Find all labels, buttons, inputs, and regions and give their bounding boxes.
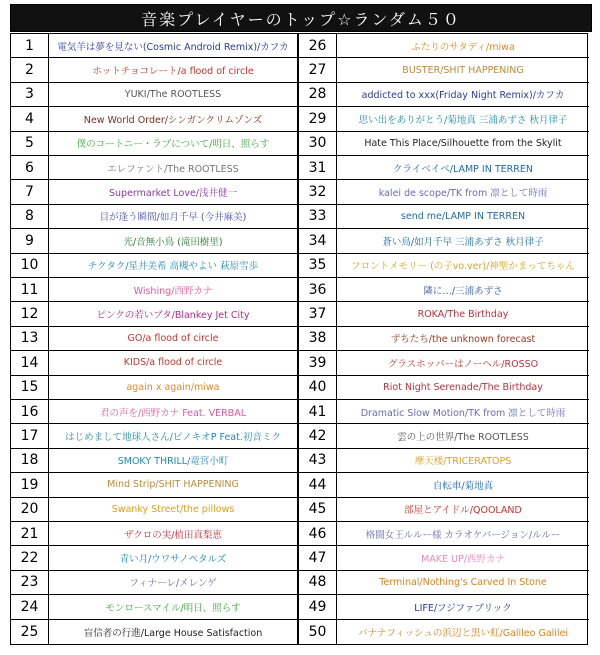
rank-number: 19 bbox=[11, 473, 49, 497]
rank-number: 27 bbox=[299, 58, 337, 82]
rank-number: 10 bbox=[11, 254, 49, 278]
song-title: クライベイベ/LAMP IN TERREN bbox=[337, 156, 589, 180]
rank-number: 43 bbox=[299, 449, 337, 473]
song-title: 青い月/ウワサノペタルズ bbox=[49, 546, 299, 570]
rank-number: 29 bbox=[299, 107, 337, 131]
rank-number: 18 bbox=[11, 449, 49, 473]
rank-number: 22 bbox=[11, 546, 49, 570]
song-title: フィナーレ/メレンゲ bbox=[49, 571, 299, 595]
rank-number: 20 bbox=[11, 498, 49, 522]
song-title: Wishing/西野カナ bbox=[49, 278, 299, 302]
song-title: 僕のコートニー・ラブについて/明日、照らす bbox=[49, 132, 299, 156]
rank-number: 7 bbox=[11, 180, 49, 204]
song-title: ホットチョコレート/a flood of circle bbox=[49, 58, 299, 82]
rank-number: 31 bbox=[299, 156, 337, 180]
song-title: 蒼い鳥/如月千早 三浦あずさ 秋月律子 bbox=[337, 229, 589, 253]
song-title: チクタク/星井美希 高槻やよい 萩原雪歩 bbox=[49, 254, 299, 278]
song-title: Swanky Street/the pillows bbox=[49, 498, 299, 522]
rank-number: 2 bbox=[11, 58, 49, 82]
rank-number: 45 bbox=[299, 498, 337, 522]
song-title: エレファント/The ROOTLESS bbox=[49, 156, 299, 180]
song-title: 摩天楼/TRICERATOPS bbox=[337, 449, 589, 473]
rank-number: 34 bbox=[299, 229, 337, 253]
song-title: グラスホッパーはノーヘル/ROSSO bbox=[337, 351, 589, 375]
rank-number: 24 bbox=[11, 595, 49, 619]
rank-number: 26 bbox=[299, 34, 337, 58]
song-title: KIDS/a flood of circle bbox=[49, 351, 299, 375]
song-title: YUKI/The ROOTLESS bbox=[49, 83, 299, 107]
song-title: again x again/miwa bbox=[49, 376, 299, 400]
rank-number: 37 bbox=[299, 302, 337, 326]
rank-number: 44 bbox=[299, 473, 337, 497]
rank-number: 32 bbox=[299, 180, 337, 204]
rank-number: 9 bbox=[11, 229, 49, 253]
rank-number: 25 bbox=[11, 620, 49, 644]
rank-number: 50 bbox=[299, 620, 337, 644]
song-title: 格闘女王ルルー様 カラオケバージョン/ルルー bbox=[337, 522, 589, 546]
song-title: New World Order/シンガンクリムゾンズ bbox=[49, 107, 299, 131]
rank-number: 8 bbox=[11, 205, 49, 229]
song-title: MAKE UP/西野カナ bbox=[337, 546, 589, 570]
rank-number: 46 bbox=[299, 522, 337, 546]
song-title: ザクロの実/植田真梨恵 bbox=[49, 522, 299, 546]
song-title: Riot Night Serenade/The Birthday bbox=[337, 376, 589, 400]
song-title: バナナフィッシュの浜辺と黒い虹/Galileo Galilei bbox=[357, 627, 569, 639]
rank-number: 41 bbox=[299, 400, 337, 424]
rank-number: 1 bbox=[11, 34, 49, 58]
rank-number: 47 bbox=[299, 546, 337, 570]
rank-number: 14 bbox=[11, 351, 49, 375]
rank-number: 30 bbox=[299, 132, 337, 156]
rank-number: 38 bbox=[299, 327, 337, 351]
song-title: kalei de scope/TK from 凛として時雨 bbox=[337, 180, 589, 204]
rank-number: 49 bbox=[299, 595, 337, 619]
song-title: ROKA/The Birthday bbox=[337, 302, 589, 326]
song-title: Mind Strip/SHIT HAPPENING bbox=[49, 473, 299, 497]
song-title: 光/音無小鳥 (滝田樹里) bbox=[49, 229, 299, 253]
rank-number: 39 bbox=[299, 351, 337, 375]
song-title: モンロースマイル/明日、照らす bbox=[49, 595, 299, 619]
rank-number: 21 bbox=[11, 522, 49, 546]
song-title: Hate This Place/Silhouette from the Skylit bbox=[337, 132, 589, 156]
song-title: LIFE/フジファブリック bbox=[337, 595, 589, 619]
song-title: 雲の上の世界/The ROOTLESS bbox=[337, 424, 589, 448]
rank-number: 42 bbox=[299, 424, 337, 448]
song-title: send me/LAMP IN TERREN bbox=[337, 205, 589, 229]
song-title: 目が逢う瞬間/如月千早 (今井麻美) bbox=[49, 205, 299, 229]
rank-number: 15 bbox=[11, 376, 49, 400]
rank-number: 4 bbox=[11, 107, 49, 131]
rank-number: 5 bbox=[11, 132, 49, 156]
song-title: ピンクの若いブタ/Blankey Jet City bbox=[49, 302, 299, 326]
song-title: BUSTER/SHIT HAPPENING bbox=[337, 58, 589, 82]
song-title: addicted to xxx(Friday Night Remix)/カフカ bbox=[337, 83, 589, 107]
rank-number: 48 bbox=[299, 571, 337, 595]
song-title: GO/a flood of circle bbox=[49, 327, 299, 351]
song-title: SMOKY THRILL/竜宮小町 bbox=[49, 449, 299, 473]
song-title: はじめまして地球人さん/ピノキオP Feat.初音ミク bbox=[49, 424, 299, 448]
rank-number: 36 bbox=[299, 278, 337, 302]
song-ranking-table bbox=[10, 33, 588, 645]
rank-number: 16 bbox=[11, 400, 49, 424]
song-title: ずちたち/the unknown forecast bbox=[337, 327, 589, 351]
rank-number: 23 bbox=[11, 571, 49, 595]
song-title: Supermarket Love/浅井健一 bbox=[49, 180, 299, 204]
song-title: 盲信者の行進/Large House Satisfaction bbox=[49, 620, 299, 644]
rank-number: 28 bbox=[299, 83, 337, 107]
rank-number: 17 bbox=[11, 424, 49, 448]
rank-number: 35 bbox=[299, 254, 337, 278]
song-title: 部屋とアイドル/QOOLAND bbox=[337, 498, 589, 522]
rank-number: 11 bbox=[11, 278, 49, 302]
song-title: 自転車/菊地真 bbox=[337, 473, 589, 497]
rank-number: 40 bbox=[299, 376, 337, 400]
rank-number: 12 bbox=[11, 302, 49, 326]
rank-number: 3 bbox=[11, 83, 49, 107]
song-title: 思い出をありがとう/菊地真 三浦あずさ 秋月律子 bbox=[337, 107, 589, 131]
song-title: 電気羊は夢を見ない(Cosmic Android Remix)/カフカ bbox=[49, 34, 299, 58]
song-title: Dramatic Slow Motion/TK from 凛として時雨 bbox=[337, 400, 589, 424]
song-title: ふたりのサタディ/miwa bbox=[337, 34, 589, 58]
song-title: 君の声を/西野カナ Feat. VERBAL bbox=[49, 400, 299, 424]
song-title: 隣に…/三浦あずさ bbox=[337, 278, 589, 302]
page-title: 音楽プレイヤーのトップ☆ランダム５０ bbox=[10, 4, 592, 32]
rank-number: 33 bbox=[299, 205, 337, 229]
rank-number: 13 bbox=[11, 327, 49, 351]
song-title: フロントメモリー (の子vo.ver)/神聖かまってちゃん bbox=[337, 254, 589, 278]
song-title: Terminal/Nothing's Carved In Stone bbox=[337, 571, 589, 595]
rank-number: 6 bbox=[11, 156, 49, 180]
